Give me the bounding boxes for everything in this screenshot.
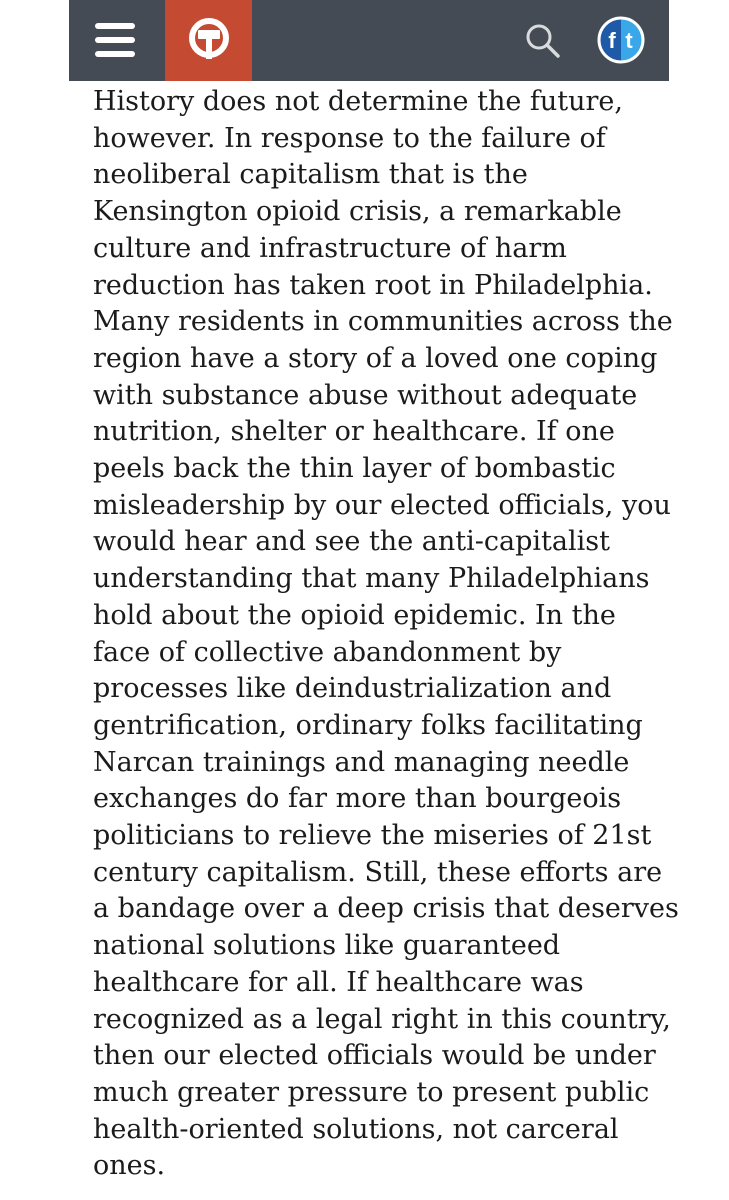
site-header: [69, 0, 669, 81]
article-line: understanding that many Philadelphians: [93, 563, 650, 595]
article-line: politicians to relieve the miseries of 21st: [93, 820, 652, 852]
article-line: century capitalism. Still, these efforts are: [93, 856, 663, 888]
site-logo[interactable]: [165, 0, 252, 81]
article-body: [93, 84, 679, 1185]
site-logo-icon: [186, 16, 232, 66]
article-line: culture and infrastructure of harm: [93, 232, 567, 264]
article-line: misleadership by our elected officials, you: [93, 489, 671, 521]
article-line: region have a story of a loved one coping: [93, 342, 658, 374]
article-line: national solutions like guaranteed: [93, 930, 561, 962]
article-line: would hear and see the anti-capitalist: [93, 526, 610, 558]
facebook-glyph: f: [608, 28, 616, 53]
article-line: ones.: [93, 1150, 166, 1182]
facebook-twitter-icon: [597, 16, 645, 64]
article-line: peels back the thin layer of bombastic: [93, 453, 616, 485]
article-line: processes like deindustrialization and: [93, 673, 612, 705]
article-line: much greater pressure to present public: [93, 1076, 650, 1108]
article-line: however. In response to the failure of: [93, 122, 606, 154]
article-line: face of collective abandonment by: [93, 636, 562, 668]
menu-button[interactable]: [95, 23, 135, 57]
article-line: exchanges do far more than bourgeois: [93, 783, 622, 815]
article-line: healthcare for all. If healthcare was: [93, 966, 584, 998]
article-line: reduction has taken root in Philadelphia.: [93, 269, 653, 301]
article-line: nutrition, shelter or healthcare. If one: [93, 416, 615, 448]
article-line: History does not determine the future,: [93, 86, 623, 117]
article-line: recognized as a legal right in this country,: [93, 1003, 671, 1035]
article-line: with substance abuse without adequate: [93, 379, 638, 411]
article-line: Many residents in communities across the: [93, 306, 673, 338]
article-line: gentrification, ordinary folks facilitating: [93, 709, 643, 741]
article-line: neoliberal capitalism that is the: [93, 159, 528, 191]
search-button[interactable]: [524, 22, 562, 60]
article-line: then our elected officials would be under: [93, 1040, 656, 1072]
article-line: a bandage over a deep crisis that deserves: [93, 893, 679, 925]
article-line: hold about the opioid epidemic. In the: [93, 599, 616, 631]
social-share-button[interactable]: [597, 16, 645, 64]
article-line: health-oriented solutions, not carceral: [93, 1113, 619, 1145]
twitter-glyph: t: [625, 28, 633, 53]
article-line: Kensington opioid crisis, a remarkable: [93, 196, 622, 228]
article-line: Narcan trainings and managing needle: [93, 746, 630, 778]
search-icon: [524, 22, 562, 60]
